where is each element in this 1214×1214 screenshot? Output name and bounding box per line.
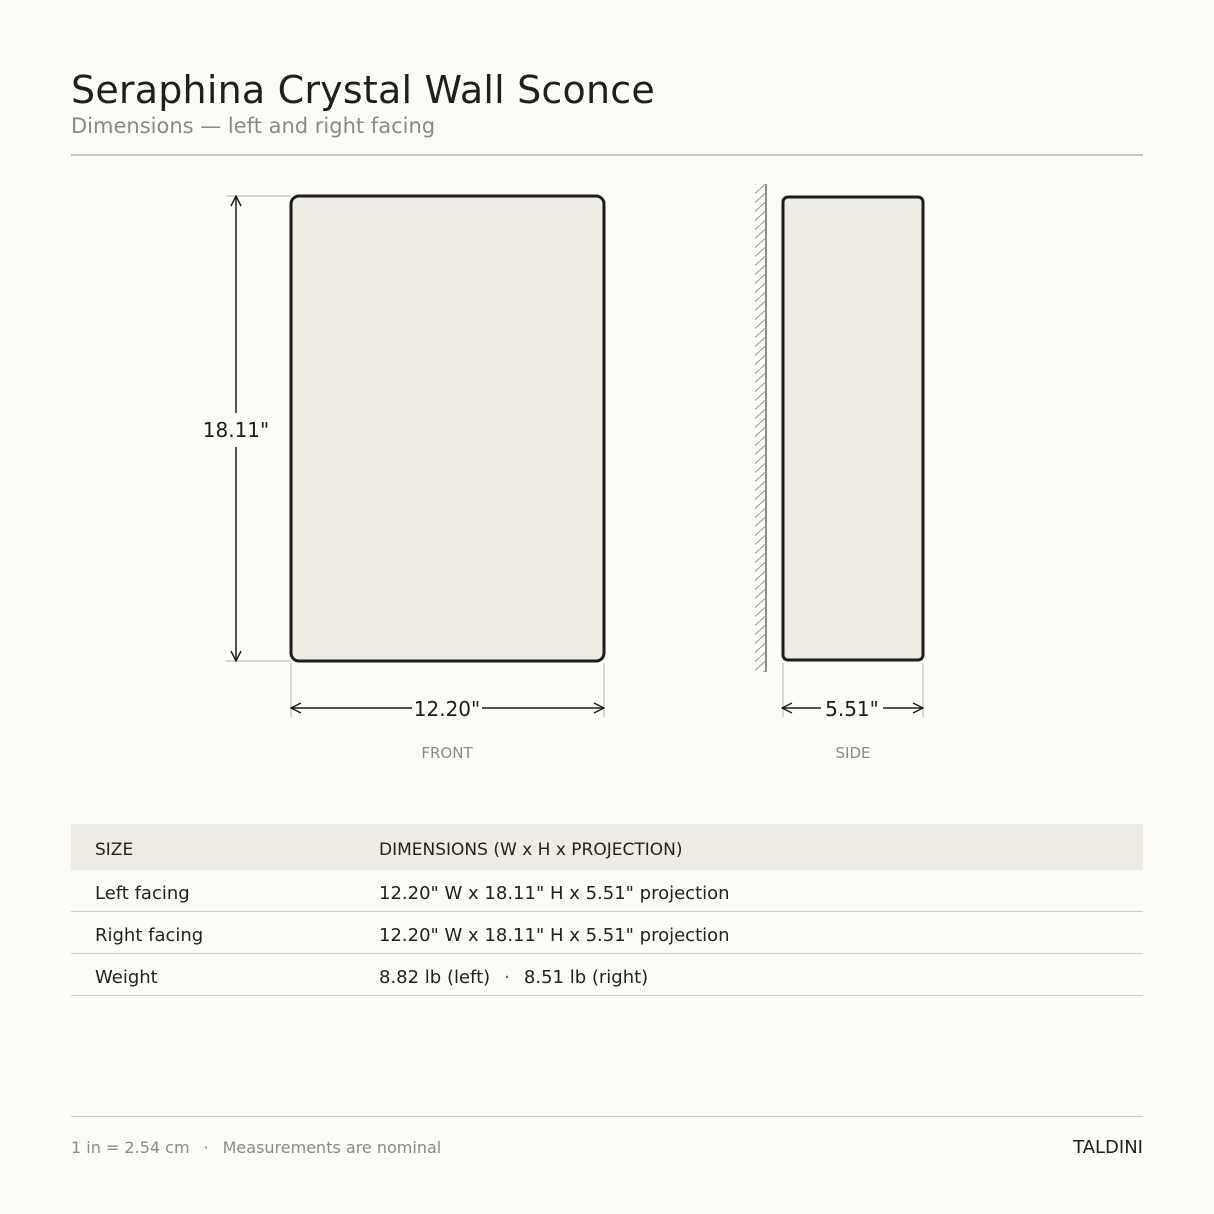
row-left-facing-size: Left facing (95, 883, 190, 904)
front-panel (291, 196, 604, 661)
table-row (71, 870, 1143, 912)
wall-hatching (755, 184, 766, 672)
table-row-weight (71, 954, 1143, 996)
row-right-facing-size: Right facing (95, 925, 204, 946)
row-weight-values (379, 967, 648, 988)
front-height-label: 18.11" (202, 418, 270, 442)
table-row (71, 912, 1143, 954)
header-dimensions: DIMENSIONS (W x H x PROJECTION) (379, 840, 683, 860)
nominal-note: Measurements are nominal (222, 1138, 442, 1157)
footer-separator: · (203, 1138, 209, 1157)
brand-name: TALDINI (1073, 1137, 1143, 1158)
row-right-facing-dimensions: 12.20" W x 18.11" H x 5.51" projection (379, 925, 730, 946)
page-subtitle: Dimensions — left and right facing (71, 114, 436, 138)
side-view (755, 184, 923, 762)
side-view-label: SIDE (835, 744, 871, 762)
row-left-facing-dimensions: 12.20" W x 18.11" H x 5.51" projection (379, 883, 730, 904)
front-view (203, 196, 604, 762)
front-view-label: FRONT (421, 744, 473, 762)
dimensions-table (71, 824, 1143, 996)
header-size: SIZE (95, 840, 134, 860)
side-depth-label: 5.51" (825, 697, 879, 721)
footer-notes (71, 1138, 441, 1157)
side-panel (783, 197, 923, 660)
weight-separator: · (504, 967, 510, 988)
front-width-label: 12.20" (413, 697, 481, 721)
weight-left: 8.82 lb (left) (379, 967, 491, 988)
row-weight-label: Weight (95, 967, 158, 988)
footer-divider (71, 1116, 1143, 1117)
weight-right: 8.51 lb (right) (523, 967, 649, 988)
table-header-row (71, 824, 1143, 870)
page-title: Seraphina Crystal Wall Sconce (71, 68, 655, 112)
unit-conversion: 1 in = 2.54 cm (71, 1138, 190, 1157)
